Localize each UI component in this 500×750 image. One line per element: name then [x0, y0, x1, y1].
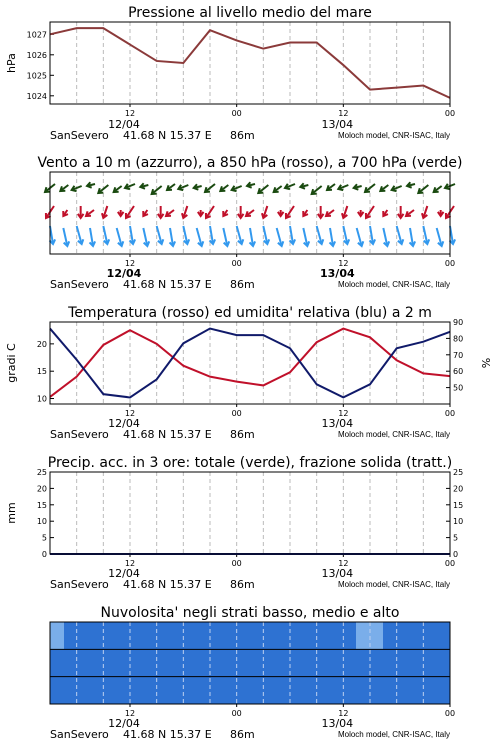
y-axis-label: gradi C [5, 343, 18, 383]
plot-frame [50, 22, 450, 104]
y-tick-label: 5 [41, 533, 47, 543]
y-tick-label: 1026 [26, 50, 47, 60]
day-label: 13/04 [321, 118, 354, 131]
y-tick-label: 25 [36, 468, 47, 477]
x-tick-label: 00 [231, 259, 242, 268]
y-tick-label: 25 [453, 468, 464, 477]
day-label: 12/04 [108, 417, 140, 430]
y-axis-label: hPa [5, 53, 18, 73]
x-tick-label: 00 [444, 409, 456, 418]
location-altitude: 86m [230, 428, 255, 441]
y-tick-label: 0 [453, 550, 459, 559]
x-tick-label: 00 [231, 559, 242, 568]
day-label: 12/04 [108, 118, 140, 131]
y-tick-label: 5 [453, 533, 459, 543]
x-tick-label: 00 [444, 559, 456, 568]
chart-title: Nuvolosita' negli strati basso, medio e alto [100, 605, 400, 621]
y-tick-label: 15 [36, 500, 47, 510]
x-tick-label: 12 [124, 109, 136, 118]
location-coords: 41.68 N 15.37 E [123, 129, 212, 142]
day-label: 12/04 [106, 267, 142, 280]
x-tick-label: 00 [231, 109, 242, 118]
y-tick-label: 50 [453, 383, 464, 393]
location-coords: 41.68 N 15.37 E [123, 428, 212, 441]
x-tick-label: 12 [124, 259, 136, 268]
y-tick-label: 15 [36, 367, 47, 377]
x-tick-label: 00 [444, 259, 456, 268]
y-tick-label: 60 [453, 367, 464, 377]
x-tick-label: 12 [124, 559, 136, 568]
y-tick-label: 15 [453, 500, 464, 510]
x-tick-label: 12 [338, 409, 349, 418]
y-tick-label: 10 [36, 517, 47, 527]
location-coords: 41.68 N 15.37 E [123, 578, 212, 591]
x-tick-label: 00 [444, 709, 456, 718]
x-tick-label: 00 [444, 109, 456, 118]
day-label: 13/04 [320, 267, 355, 280]
y-tick-label: 90 [453, 318, 464, 327]
x-tick-label: 12 [338, 109, 349, 118]
credit-text: Moloch model, CNR-ISAC, Italy [337, 580, 450, 589]
y-tick-label: 80 [453, 334, 464, 344]
y-tick-label: 20 [36, 484, 47, 494]
x-tick-label: 12 [338, 259, 349, 268]
humidity-line [50, 329, 450, 398]
location-altitude: 86m [230, 129, 255, 142]
location-coords: 41.68 N 15.37 E [123, 728, 212, 741]
cloud-cover-fill [50, 622, 450, 704]
chart-title: Vento a 10 m (azzurro), a 850 hPa (rosso), a 700 hPa (verde) [37, 155, 463, 171]
day-label: 13/04 [321, 717, 354, 730]
y-tick-label: 20 [36, 339, 47, 349]
temperature-line [50, 329, 450, 397]
y-axis-label-right: % [480, 357, 493, 369]
y-tick-label: 0 [41, 550, 47, 559]
x-tick-label: 00 [231, 409, 242, 418]
x-tick-label: 00 [231, 709, 242, 718]
day-label: 13/04 [321, 417, 354, 430]
location-coords: 41.68 N 15.37 E [123, 278, 212, 291]
pressure-line [50, 28, 450, 98]
chart-title: Pressione al livello medio del mare [128, 5, 372, 21]
day-label: 12/04 [108, 567, 140, 580]
location-altitude: 86m [230, 578, 255, 591]
x-tick-label: 12 [338, 709, 349, 718]
location-name: SanSevero [50, 578, 109, 591]
location-name: SanSevero [50, 428, 109, 441]
day-label: 12/04 [108, 717, 140, 730]
credit-text: Moloch model, CNR-ISAC, Italy [337, 730, 450, 739]
y-tick-label: 1025 [26, 71, 47, 81]
y-tick-label: 20 [453, 484, 464, 494]
location-altitude: 86m [230, 278, 255, 291]
y-tick-label: 1027 [26, 30, 47, 40]
location-name: SanSevero [50, 728, 109, 741]
chart-title: Temperatura (rosso) ed umidita' relativa (blu) a 2 m [68, 305, 432, 321]
credit-text: Moloch model, CNR-ISAC, Italy [337, 131, 450, 140]
x-tick-label: 12 [124, 409, 136, 418]
credit-text: Moloch model, CNR-ISAC, Italy [337, 280, 450, 289]
x-tick-label: 12 [338, 559, 349, 568]
y-tick-label: 1024 [26, 91, 47, 101]
plot-frame [50, 472, 450, 554]
y-tick-label: 70 [453, 350, 464, 360]
location-name: SanSevero [50, 129, 109, 142]
location-altitude: 86m [230, 728, 255, 741]
y-tick-label: 10 [36, 394, 47, 404]
cloud-cell-light [50, 622, 64, 649]
x-tick-label: 12 [124, 709, 136, 718]
chart-title: Precip. acc. in 3 ore: totale (verde), frazione solida (tratt.) [47, 455, 453, 471]
y-tick-label: 10 [453, 517, 464, 527]
day-label: 13/04 [321, 567, 354, 580]
location-name: SanSevero [50, 278, 109, 291]
credit-text: Moloch model, CNR-ISAC, Italy [337, 430, 450, 439]
y-axis-label: mm [5, 502, 18, 524]
